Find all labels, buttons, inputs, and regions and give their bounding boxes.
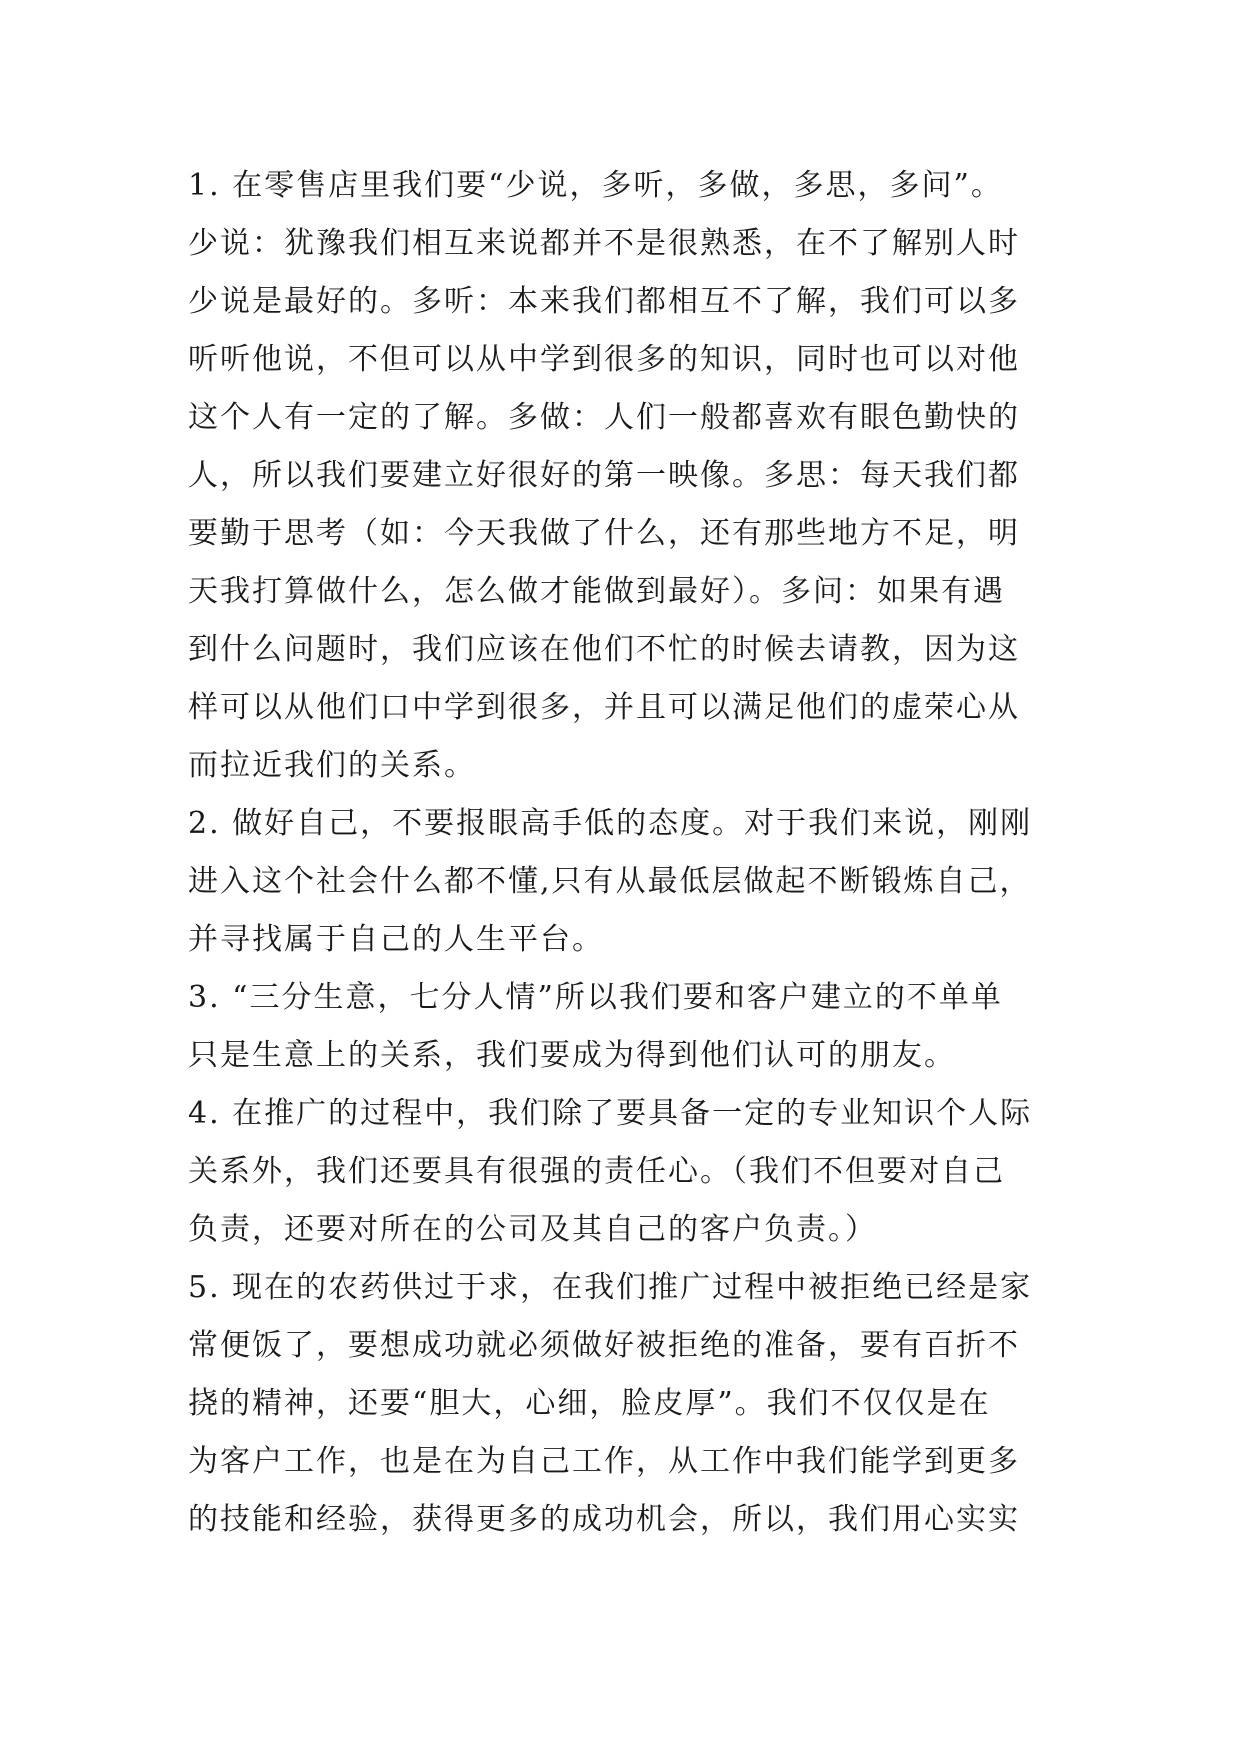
text-line: 少说：犹豫我们相互来说都并不是很熟悉，在不了解别人时	[188, 226, 1020, 261]
text-line: 样可以从他们口中学到很多，并且可以满足他们的虚荣心从	[188, 690, 1020, 725]
text-line: 只是生意上的关系，我们要成为得到他们认可的朋友。	[188, 1038, 956, 1073]
text-line: 的技能和经验，获得更多的成功机会，所以，我们用心实实	[188, 1502, 1020, 1537]
text-line: 5. 现在的农药供过于求，在我们推广过程中被拒绝已经是家	[188, 1270, 1033, 1305]
text-line: 少说是最好的。多听：本来我们都相互不了解，我们可以多	[188, 284, 1020, 319]
text-line: 4. 在推广的过程中，我们除了要具备一定的专业知识个人际	[188, 1096, 1033, 1131]
text-line: 常便饭了，要想成功就必须做好被拒绝的准备，要有百折不	[188, 1328, 1020, 1363]
text-line: 到什么问题时，我们应该在他们不忙的时候去请教，因为这	[188, 632, 1020, 667]
text-line: 负责，还要对所在的公司及其自己的客户负责。）	[188, 1212, 877, 1247]
text-line: 要勤于思考（如：今天我做了什么，还有那些地方不足，明	[188, 516, 1020, 551]
text-line: 2. 做好自己，不要报眼高手低的态度。对于我们来说，刚刚	[188, 806, 1033, 841]
text-line: 这个人有一定的了解。多做：人们一般都喜欢有眼色勤快的	[188, 400, 1020, 435]
text-line: 人，所以我们要建立好很好的第一映像。多思：每天我们都	[188, 458, 1020, 493]
text-line: 为客户工作，也是在为自己工作，从工作中我们能学到更多	[188, 1444, 1020, 1479]
text-line: 1. 在零售店里我们要“少说，多听，多做，多思，多问”。	[188, 168, 1003, 203]
text-line: 3. “三分生意，七分人情”所以我们要和客户建立的不单单	[188, 980, 1003, 1015]
body-text	[188, 157, 1058, 1549]
text-line: 而拉近我们的关系。	[188, 748, 476, 783]
text-line: 天我打算做什么，怎么做才能做到最好）。多问：如果有遇	[188, 574, 1005, 609]
text-line: 听听他说，不但可以从中学到很多的知识，同时也可以对他	[188, 342, 1020, 377]
text-line: 关系外，我们还要具有很强的责任心。（我们不但要对自己	[188, 1154, 1005, 1189]
text-line: 并寻找属于自己的人生平台。	[188, 922, 604, 957]
text-line: 进入这个社会什么都不懂,只有从最低层做起不断锻炼自己，	[188, 864, 1032, 899]
text-line: 挠的精神，还要“胆大，心细，脸皮厚”。我们不仅仅是在	[188, 1386, 991, 1421]
